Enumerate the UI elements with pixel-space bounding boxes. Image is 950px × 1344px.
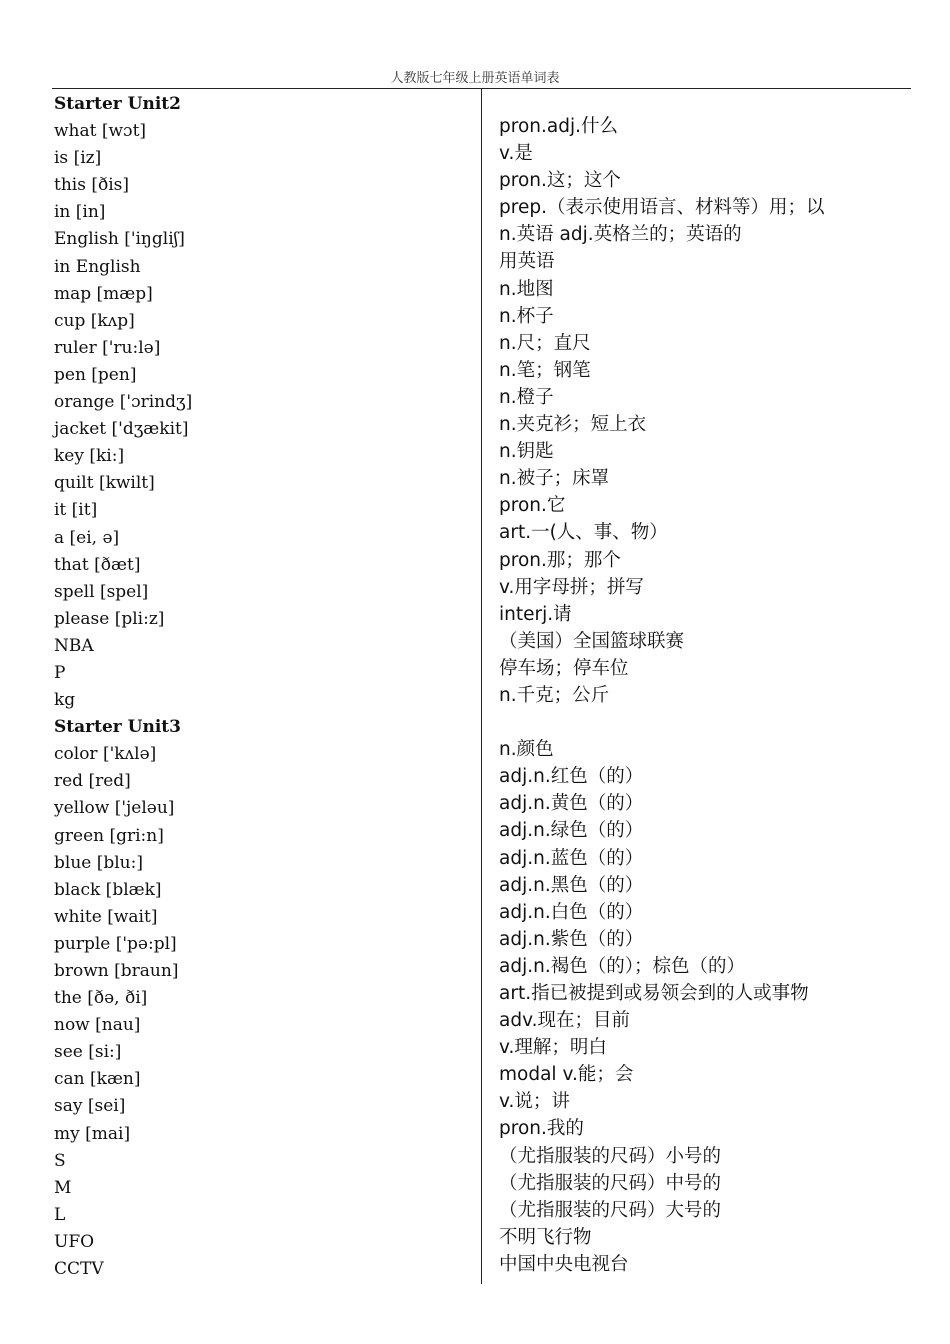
- vocab-word: key [ki:]: [54, 446, 125, 467]
- vocab-word: this [ðis]: [54, 175, 130, 196]
- vocab-word: quilt [kwilt]: [54, 473, 155, 494]
- vocab-definition: modal v.能；会: [499, 1064, 634, 1086]
- vocab-definition: art.指已被提到或易领会到的人或事物: [499, 983, 809, 1004]
- vocab-definition: pron.adj.什么: [499, 116, 618, 137]
- vocab-definition: pron.那；那个: [499, 549, 621, 571]
- unit-heading: Starter Unit2: [54, 94, 181, 114]
- vocab-word: M: [54, 1177, 72, 1198]
- vocab-definition: interj.请: [499, 603, 572, 625]
- unit-heading: Starter Unit3: [54, 717, 181, 738]
- vocab-word: brown [braun]: [54, 961, 179, 981]
- vocab-definition: （尤指服装的尺码）大号的: [499, 1199, 722, 1221]
- vocab-definition: （尤指服装的尺码）中号的: [499, 1172, 722, 1194]
- vocab-definition: adj.n.黄色（的）: [499, 793, 644, 815]
- vocab-definition: n.笔；钢笔: [499, 359, 591, 381]
- vocab-word: say [sei]: [54, 1096, 126, 1117]
- english-word-column: [54, 91, 474, 1283]
- vocab-word: spell [spel]: [54, 581, 149, 602]
- vocab-definition: n.钥匙: [499, 441, 554, 463]
- vocab-word: yellow ['jeləu]: [54, 798, 175, 819]
- vocab-definition: adj.n.紫色（的）: [499, 928, 644, 950]
- vocab-word: P: [54, 662, 66, 683]
- vocab-definition: adj.n.褐色（的）；棕色（的）: [499, 955, 745, 977]
- vocab-word: S: [54, 1150, 66, 1171]
- vocab-definition: n.杯子: [499, 305, 554, 327]
- vocab-word: that [ðæt]: [54, 554, 141, 575]
- vocab-definition: [499, 709, 919, 736]
- vocab-word: see [si:]: [54, 1042, 122, 1063]
- vocab-definition: adj.n.红色（的）: [499, 766, 644, 788]
- vocab-word: in [in]: [54, 202, 106, 223]
- vocab-definition: adj.n.蓝色（的）: [499, 847, 644, 869]
- vocab-definition: pron.这；这个: [499, 170, 621, 192]
- vocab-word: purple ['pə:pl]: [54, 933, 177, 954]
- vocab-word: is [iz]: [54, 148, 102, 169]
- vocab-word: English ['iŋgliʃ]: [54, 229, 185, 250]
- vocab-definition: n.英语 adj.英格兰的；英语的: [499, 224, 742, 246]
- vocab-definition: v.用字母拼；拼写: [499, 576, 644, 598]
- chinese-meaning-column: [499, 113, 919, 1278]
- vocab-word: a [ei, ə]: [54, 527, 120, 548]
- vocab-definition: v.是: [499, 143, 533, 165]
- vocab-word: map [mæp]: [54, 283, 153, 304]
- vocab-word: cup [kʌp]: [54, 310, 135, 331]
- vocab-definition: （美国）全国篮球联赛: [499, 630, 685, 652]
- vocab-word: pen [pen]: [54, 364, 137, 385]
- vocab-word: now [nau]: [54, 1015, 141, 1036]
- vocab-word: the [ðə, ði]: [54, 988, 148, 1009]
- vocab-word: color ['kʌlə]: [54, 744, 157, 765]
- vocab-word: blue [blu:]: [54, 852, 143, 873]
- vocab-word: it [it]: [54, 500, 98, 521]
- vocab-word: please [pli:z]: [54, 608, 165, 629]
- vocab-definition: adj.n.白色（的）: [499, 901, 644, 923]
- vocab-definition: n.地图: [499, 278, 554, 300]
- vocab-definition: 停车场；停车位: [499, 657, 629, 679]
- vocab-definition: adv.现在；目前: [499, 1010, 630, 1032]
- vocab-word: black [blæk]: [54, 879, 162, 900]
- vocab-definition: n.橙子: [499, 386, 554, 408]
- vocab-word: L: [54, 1204, 66, 1225]
- vocab-word: white [wait]: [54, 906, 158, 927]
- vocab-definition: adj.n.黑色（的）: [499, 874, 644, 896]
- vocab-definition: v.说；讲: [499, 1091, 570, 1113]
- vocab-definition: art.一(人、事、物）: [499, 522, 668, 544]
- vocab-definition: prep.（表示使用语言、材料等）用；以: [499, 197, 825, 219]
- vocab-definition: 中国中央电视台: [499, 1253, 629, 1275]
- vocab-word: my [mai]: [54, 1123, 131, 1144]
- column-divider: [481, 89, 482, 1284]
- vocab-definition: pron.它: [499, 495, 566, 517]
- vocab-word: NBA: [54, 635, 94, 656]
- vocab-word: jacket ['dʒækit]: [54, 419, 189, 440]
- vocab-word: can [kæn]: [54, 1069, 141, 1090]
- vocab-definition: （尤指服装的尺码）小号的: [499, 1145, 722, 1167]
- vocab-word: green [gri:n]: [54, 825, 164, 846]
- vocab-word: kg: [54, 690, 76, 711]
- vocab-definition: n.夹克衫；短上衣: [499, 414, 647, 436]
- vocab-definition: 用英语: [499, 251, 555, 273]
- page-header-title: 人教版七年级上册英语单词表: [390, 71, 560, 86]
- vocab-definition: adj.n.绿色（的）: [499, 820, 644, 842]
- vocab-word: UFO: [54, 1231, 95, 1252]
- vocab-definition: v.理解；明白: [499, 1037, 607, 1059]
- vocab-word: CCTV: [54, 1259, 104, 1280]
- vocab-word: what [wɔt]: [54, 121, 147, 142]
- vocab-definition: 不明飞行物: [499, 1226, 592, 1248]
- vocab-definition: n.尺；直尺: [499, 332, 591, 354]
- vocab-word: red [red]: [54, 771, 131, 792]
- vocab-word: ruler ['ru:lə]: [54, 337, 161, 358]
- vocab-definition: n.被子；床罩: [499, 468, 610, 490]
- vocab-word: orange ['ɔrindʒ]: [54, 392, 193, 413]
- vocab-definition: pron.我的: [499, 1118, 584, 1140]
- vocab-definition: n.千克；公斤: [499, 684, 610, 706]
- vocab-word: in English: [54, 256, 141, 277]
- vocab-definition: n.颜色: [499, 739, 554, 761]
